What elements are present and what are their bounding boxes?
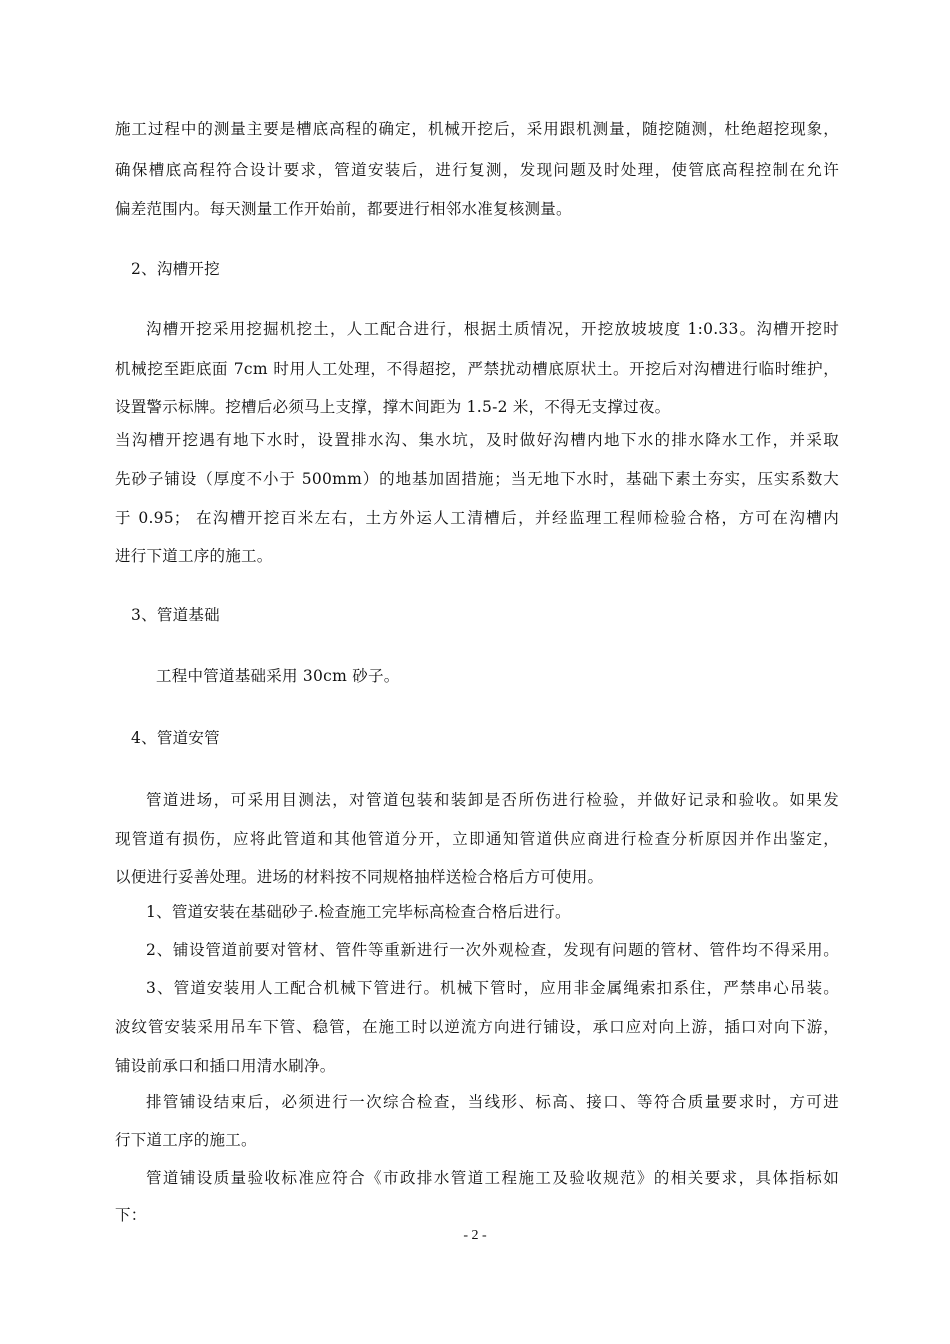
page-number: - 2 -: [463, 1228, 487, 1243]
paragraph-line: 以便进行妥善处理。进场的材料按不同规格抽样送检合格后方可使用。: [115, 868, 604, 886]
paragraph-line: 于 0.95； 在沟槽开挖百米左右，土方外运人工清槽后，并经监理工程师检验合格，方可在沟槽内: [115, 509, 839, 527]
section-heading: 2、沟槽开挖: [131, 260, 220, 278]
paragraph-line: 工程中管道基础采用 30cm 砂子。: [156, 667, 400, 685]
list-item: 1、管道安装在基础砂子.检查施工完毕标高检查合格后进行。: [146, 903, 571, 921]
paragraph-line: 排管铺设结束后，必须进行一次综合检查，当线形、标高、接口、等符合质量要求时，方可进: [146, 1093, 839, 1111]
paragraph-line: 管道铺设质量验收标准应符合《市政排水管道工程施工及验收规范》的相关要求，具体指标如: [146, 1169, 839, 1187]
paragraph-line: 施工过程中的测量主要是槽底高程的确定，机械开挖后，采用跟机测量，随挖随测，杜绝超挖现象，: [115, 120, 839, 138]
paragraph-line: 确保槽底高程符合设计要求，管道安装后，进行复测，发现问题及时处理，使管底高程控制在允许: [115, 161, 839, 179]
paragraph-line: 现管道有损伤，应将此管道和其他管道分开，立即通知管道供应商进行检查分析原因并作出鉴定，: [115, 830, 839, 848]
paragraph-line: 下：: [115, 1206, 147, 1224]
section-heading: 4、管道安管: [131, 729, 220, 747]
list-item: 3、管道安装用人工配合机械下管进行。机械下管时，应用非金属绳索扣系住，严禁串心吊装。: [146, 979, 839, 997]
paragraph-line: 管道进场，可采用目测法，对管道包装和装卸是否所伤进行检验，并做好记录和验收。如果发: [146, 791, 839, 809]
paragraph-line: 先砂子铺设（厚度不小于 500mm）的地基加固措施；当无地下水时，基础下素土夯实，压实系数大: [115, 470, 839, 488]
paragraph-line: 设置警示标牌。挖槽后必须马上支撑，撑木间距为 1.5-2 米，不得无支撑过夜。: [115, 398, 671, 416]
paragraph-line: 波纹管安装采用吊车下管、稳管，在施工时以逆流方向进行铺设，承口应对向上游，插口对向下游，: [115, 1018, 839, 1036]
paragraph-line: 铺设前承口和插口用清水刷净。: [115, 1057, 336, 1075]
paragraph-line: 当沟槽开挖遇有地下水时，设置排水沟、集水坑，及时做好沟槽内地下水的排水降水工作，并采取: [115, 431, 839, 449]
section-heading: 3、管道基础: [131, 606, 220, 624]
paragraph-line: 机械挖至距底面 7cm 时用人工处理，不得超挖，严禁扰动槽底原状土。开挖后对沟槽进行临时维护，: [115, 360, 839, 378]
paragraph-line: 偏差范围内。每天测量工作开始前，都要进行相邻水准复核测量。: [115, 200, 572, 218]
paragraph-line: 沟槽开挖采用挖掘机挖土，人工配合进行，根据土质情况，开挖放坡坡度 1:0.33。沟槽开挖时: [146, 320, 839, 338]
paragraph-line: 进行下道工序的施工。: [115, 547, 273, 565]
paragraph-line: 行下道工序的施工。: [115, 1131, 257, 1149]
list-item: 2、铺设管道前要对管材、管件等重新进行一次外观检查，发现有问题的管材、管件均不得采用。: [146, 941, 839, 959]
